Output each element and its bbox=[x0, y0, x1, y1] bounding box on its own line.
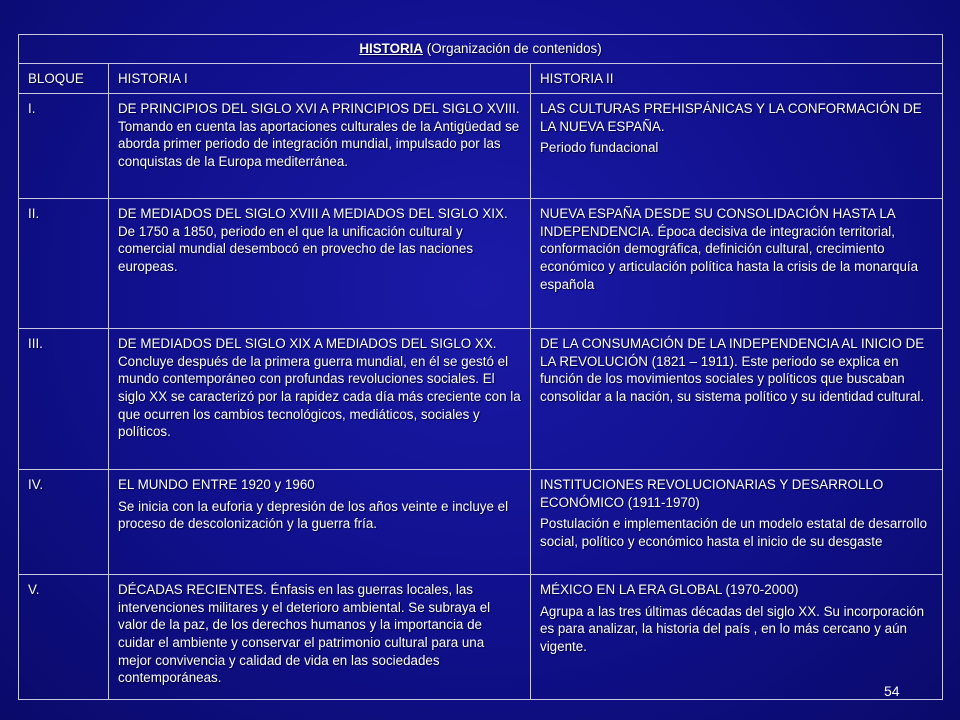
table-row bbox=[19, 199, 943, 329]
cell-paragraph: NUEVA ESPAÑA DESDE SU CONSOLIDACIÓN HASTA LA INDEPENDENCIA. Época decisiva de integración territorial, conformación demográfica, definición cultural, crecimiento económico y articulación política hasta la crisis de la monarquía española bbox=[540, 206, 919, 292]
historia-1-cell bbox=[109, 470, 531, 575]
content-table bbox=[18, 34, 943, 700]
table-title bbox=[19, 35, 943, 64]
cell-paragraph: EL MUNDO ENTRE 1920 y 1960 bbox=[118, 477, 315, 493]
bloque-cell: II. bbox=[19, 199, 109, 329]
historia-2-cell bbox=[531, 199, 943, 329]
bloque-cell: V. bbox=[19, 575, 109, 700]
cell-paragraph: MÉXICO EN LA ERA GLOBAL (1970-2000) bbox=[540, 582, 799, 598]
cell-paragraph: DE MEDIADOS DEL SIGLO XIX A MEDIADOS DEL SIGLO XX. Concluye después de la primera guerra mundial, en él se gestó el mundo contemporáneo con profundas revoluciones sociales. El siglo XX se caracterizó por la rapidez cada día más creciente con la que ocurren los cambios tecnológicos, mediáticos, sociales y políticos. bbox=[118, 336, 521, 440]
cell-paragraph: INSTITUCIONES REVOLUCIONARIAS Y DESARROLLO ECONÓMICO (1911-1970) bbox=[540, 477, 884, 510]
bloque-cell: I. bbox=[19, 94, 109, 199]
historia-2-cell bbox=[531, 470, 943, 575]
historia-1-cell bbox=[109, 575, 531, 700]
table-row bbox=[19, 470, 943, 575]
title-bold: HISTORIA bbox=[359, 41, 424, 56]
historia-1-cell bbox=[109, 329, 531, 470]
header-row bbox=[19, 63, 943, 94]
table-row bbox=[19, 575, 943, 700]
historia-1-cell bbox=[109, 94, 531, 199]
cell-paragraph: DE PRINCIPIOS DEL SIGLO XVI A PRINCIPIOS DEL SIGLO XVIII. Tomando en cuenta las aportaciones culturales de la Antigüedad se aborda primer periodo de integración mundial, impulsado por las conquistas de la Europa mediterránea. bbox=[118, 101, 520, 169]
table-row bbox=[19, 94, 943, 199]
header-historia-1: HISTORIA I bbox=[109, 63, 531, 94]
bloque-cell: III. bbox=[19, 329, 109, 470]
cell-paragraph: Periodo fundacional bbox=[540, 140, 659, 156]
bloque-cell: IV. bbox=[19, 470, 109, 575]
table-row bbox=[19, 329, 943, 470]
cell-paragraph: DE LA CONSUMACIÓN DE LA INDEPENDENCIA AL INICIO DE LA REVOLUCIÓN (1821 – 1911). Este periodo se explica en función de los movimientos sociales y políticos que buscaban consolidar a la nación, su sistema político y su identidad cultural. bbox=[540, 336, 925, 404]
historia-2-cell bbox=[531, 329, 943, 470]
header-bloque: BLOQUE bbox=[19, 63, 109, 94]
page-number: 54 bbox=[884, 683, 900, 699]
historia-2-cell bbox=[531, 575, 943, 700]
cell-paragraph: Se inicia con la euforia y depresión de los años veinte e incluye el proceso de descolonización y la guerra fría. bbox=[118, 498, 509, 532]
title-subtitle: (Organización de contenidos) bbox=[423, 41, 602, 56]
cell-paragraph: Agrupa a las tres últimas décadas del siglo XX. Su incorporación es para analizar, la historia del país , en lo más cercano y aún vigente. bbox=[540, 603, 925, 654]
title-row bbox=[19, 35, 943, 64]
historia-1-cell bbox=[109, 199, 531, 329]
cell-paragraph: DE MEDIADOS DEL SIGLO XVIII A MEDIADOS DEL SIGLO XIX. De 1750 a 1850, periodo en el que la unificación cultural y comercial mundial desembocó en provecho de las naciones europeas. bbox=[118, 206, 508, 274]
cell-paragraph: DÉCADAS RECIENTES. Énfasis en las guerras locales, las intervenciones militares y el deterioro ambiental. Se subraya el valor de la paz, de los derechos humanos y la importancia de cuidar el ambiente y conservar el patrimonio cultural para una mejor convivencia y calidad de vida en las sociedades contemporáneas. bbox=[118, 582, 491, 686]
header-historia-2: HISTORIA II bbox=[531, 63, 943, 94]
historia-2-cell bbox=[531, 94, 943, 199]
cell-paragraph: LAS CULTURAS PREHISPÁNICAS Y LA CONFORMACIÓN DE LA NUEVA ESPAÑA. bbox=[540, 101, 922, 134]
cell-paragraph: Postulación e implementación de un modelo estatal de desarrollo social, político y económico hasta el inicio de su desgaste bbox=[540, 516, 928, 549]
